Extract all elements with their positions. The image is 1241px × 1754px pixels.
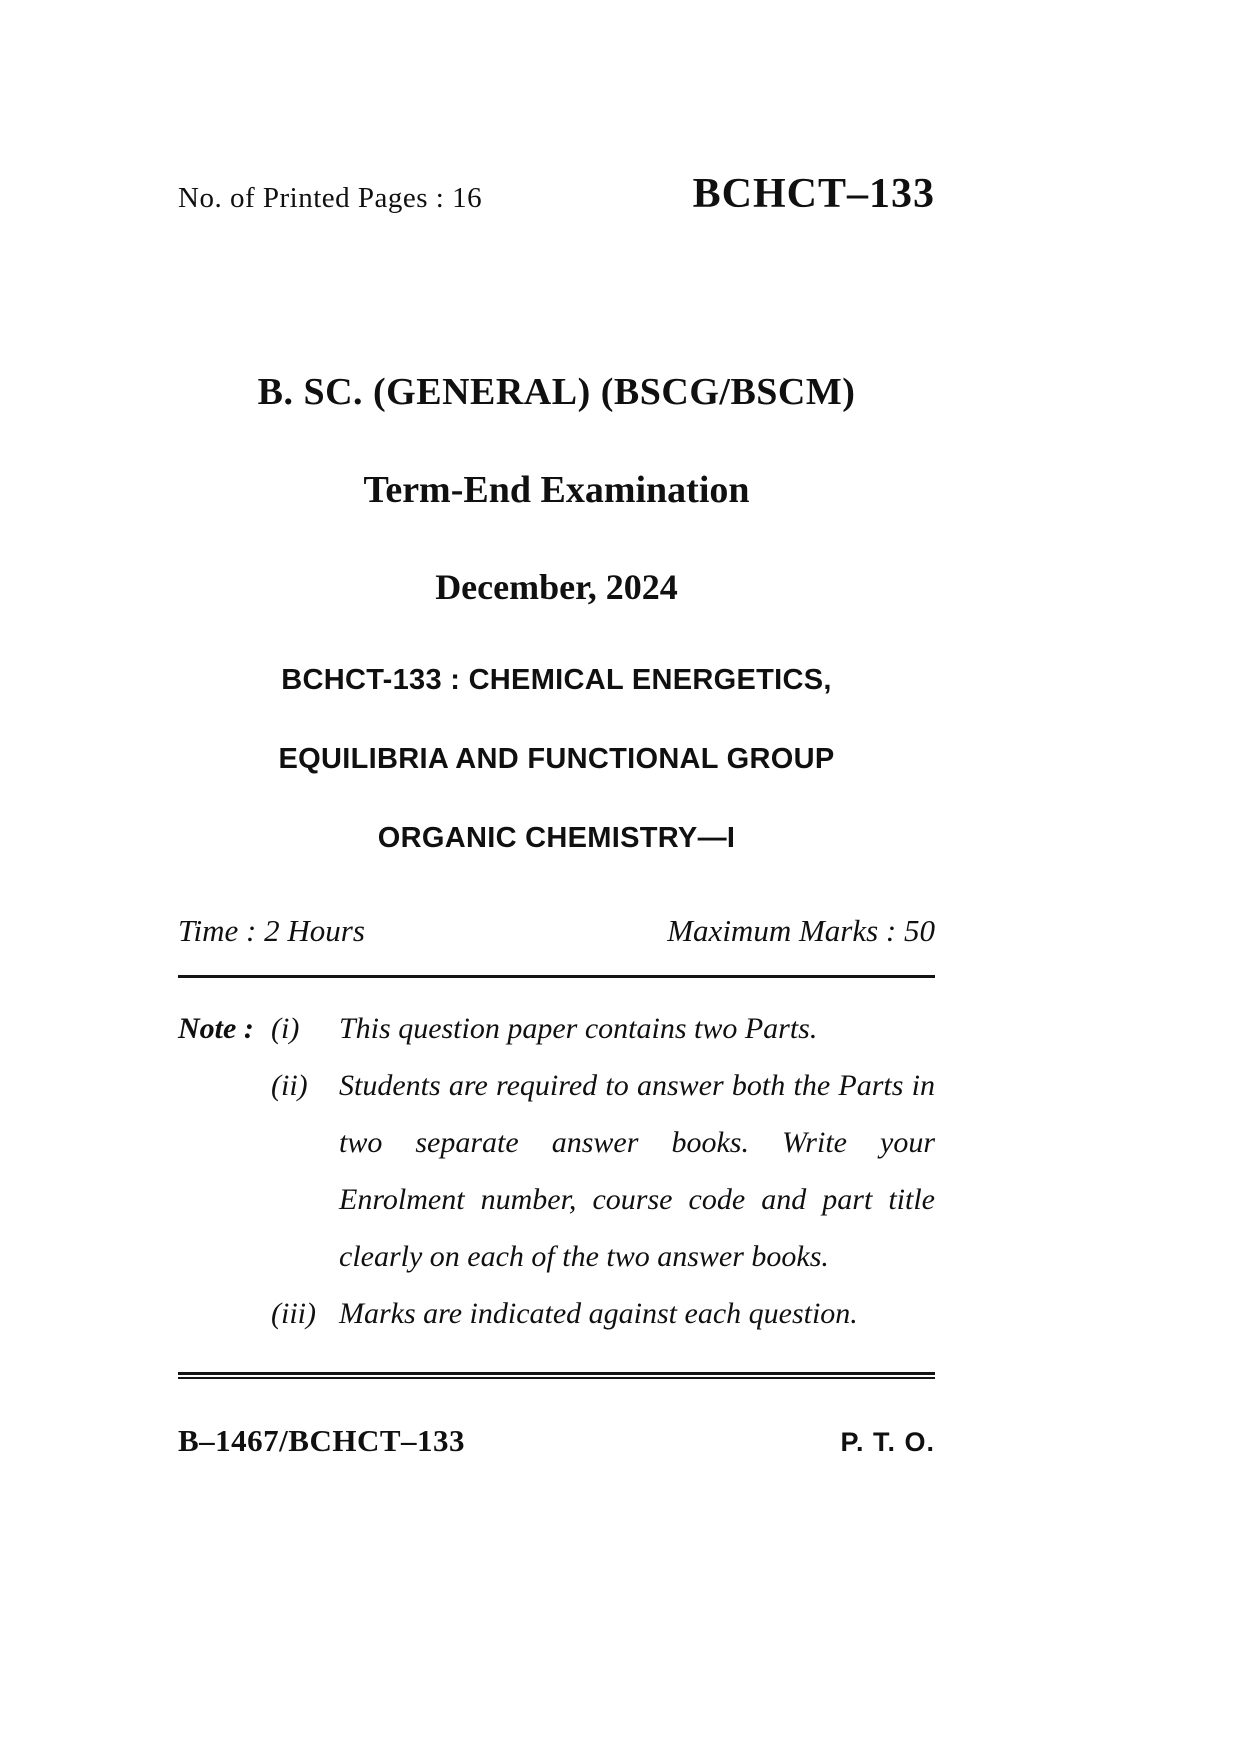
note-label-spacer	[178, 1057, 271, 1285]
printed-pages-count: No. of Printed Pages : 16	[178, 182, 483, 214]
program-title: B. SC. (GENERAL) (BSCG/BSCM)	[257, 371, 856, 413]
double-horizontal-rule	[178, 1372, 935, 1379]
note-item-text: Marks are indicated against each question.	[339, 1297, 858, 1330]
note-item-number: (iii)	[271, 1297, 316, 1330]
note-item	[178, 1057, 935, 1285]
note-item	[178, 1285, 935, 1342]
exam-title: Term-End Examination	[363, 469, 750, 511]
note-item-number: (i)	[271, 1012, 300, 1045]
paper-code: BCHCT–133	[692, 171, 935, 217]
course-title-line-2: EQUILIBRIA AND FUNCTIONAL GROUP	[278, 743, 835, 775]
page-footer	[178, 1423, 935, 1459]
note-item-number: (ii)	[271, 1069, 308, 1102]
note-item-text: Students are required to answer both the Parts in two separate answer books. Write your Enrolment number, course code and part title clearly on each of the two answer books.	[339, 1069, 935, 1273]
page-header	[178, 170, 935, 218]
footer-paper-reference: B–1467/BCHCT–133	[178, 1423, 466, 1458]
session-title: December, 2024	[435, 567, 678, 607]
note-item	[178, 1000, 935, 1057]
horizontal-rule	[178, 975, 935, 978]
note-item-text: This question paper contains two Parts.	[339, 1012, 818, 1045]
course-title-line-3: ORGANIC CHEMISTRY—I	[377, 822, 736, 854]
time-allowed: Time : 2 Hours	[178, 913, 365, 948]
note-label-spacer	[178, 1285, 271, 1342]
page-content	[178, 0, 935, 1459]
footer-pto: P. T. O.	[840, 1427, 935, 1457]
time-marks-row	[178, 913, 935, 949]
course-title-line-1: BCHCT-133 : CHEMICAL ENERGETICS,	[281, 664, 832, 696]
title-block	[178, 370, 935, 855]
maximum-marks: Maximum Marks : 50	[667, 913, 935, 948]
note-block	[178, 1000, 935, 1342]
note-label: Note :	[178, 1012, 254, 1045]
